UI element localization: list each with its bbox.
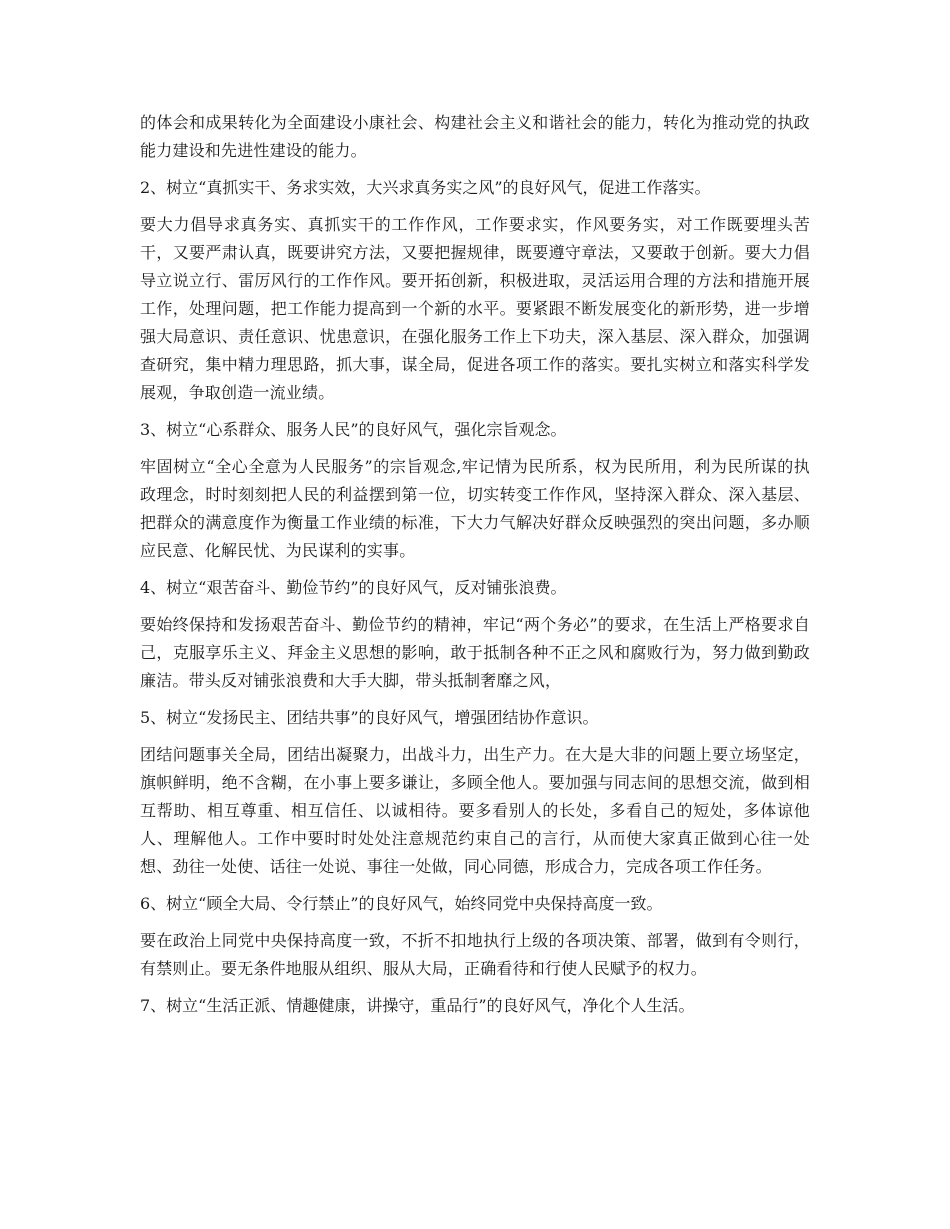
document-page: [140, 109, 810, 1020]
section-heading-6: 6、树立“顾全大局、令行禁止”的良好风气，始终同党中央保持高度一致。: [140, 894, 663, 913]
paragraph-intro: 的体会和成果转化为全面建设小康社会、构建社会主义和谐社会的能力，转化为推动党的执政能力建设和先进性建设的能力。: [140, 113, 810, 160]
section-heading-7: 7、树立“生活正派、情趣健康，讲操守，重品行”的良好风气，净化个人生活。: [140, 996, 695, 1015]
section-heading-5: 5、树立“发扬民主、团结共事”的良好风气，增强团结协作意识。: [140, 708, 599, 727]
paragraph-section-5: 团结问题事关全局，团结出凝聚力，出战斗力，出生产力。在大是大非的问题上要立场坚定，旗帜鲜明，绝不含糊，在小事上要多谦让，多顾全他人。要加强与同志间的思想交流，做到相互帮助、相互尊重、相互信任、以诚相待。要多看别人的长处，多看自己的短处，多体谅他人、理解他人。工作中要时时处处注意规范约束自己的言行，从而使大家真正做到心往一处想、劲往一处使、话往一处说、事往一处做，同心同德，形成合力，完成各项工作任务。: [140, 745, 810, 876]
section-heading-3: 3、树立“心系群众、服务人民”的良好风气，强化宗旨观念。: [140, 420, 567, 439]
paragraph-section-4: 要始终保持和发扬艰苦奋斗、勤俭节约的精神，牢记“两个务必”的要求，在生活上严格要求自己，克服享乐主义、拜金主义思想的影响，敢于抵制各种不正之风和腐败行为，努力做到勤政廉洁。带头反对铺张浪费和大手大脚，带头抵制奢靡之风，: [140, 615, 810, 690]
paragraph-section-6: 要在政治上同党中央保持高度一致，不折不扣地执行上级的各项决策、部署，做到有令则行，有禁则止。要无条件地服从组织、服从大局，正确看待和行使人民赋予的权力。: [140, 931, 810, 978]
paragraph-section-2: 要大力倡导求真务实、真抓实干的工作作风，工作要求实，作风要务实，对工作既要埋头苦干，又要严肃认真，既要讲究方法，又要把握规律，既要遵守章法，又要敢于创新。要大力倡导立说立行、雷厉风行的工作作风。要开拓创新，积极进取，灵活运用合理的方法和措施开展工作，处理问题，把工作能力提高到一个新的水平。要紧跟不断发展变化的新形势，进一步增强大局意识、责任意识、忧患意识，在强化服务工作上下功夫，深入基层、深入群众，加强调查研究，集中精力理思路，抓大事，谋全局，促进各项工作的落实。要扎实树立和落实科学发展观，争取创造一流业绩。: [140, 215, 810, 402]
section-heading-4: 4、树立“艰苦奋斗、勤俭节约”的良好风气，反对铺张浪费。: [140, 578, 567, 597]
section-heading-2: 2、树立“真抓实干、务求实效，大兴求真务实之风”的良好风气，促进工作落实。: [140, 178, 711, 197]
paragraph-section-3: 牢固树立“全心全意为人民服务”的宗旨观念,牢记情为民所系，权为民所用，利为民所谋的执政理念，时时刻刻把人民的利益摆到第一位，切实转变工作作风，坚持深入群众、深入基层、把群众的满意度作为衡量工作业绩的标准，下大力气解决好群众反映强烈的突出问题，多办顺应民意、化解民忧、为民谋利的实事。: [140, 457, 810, 560]
